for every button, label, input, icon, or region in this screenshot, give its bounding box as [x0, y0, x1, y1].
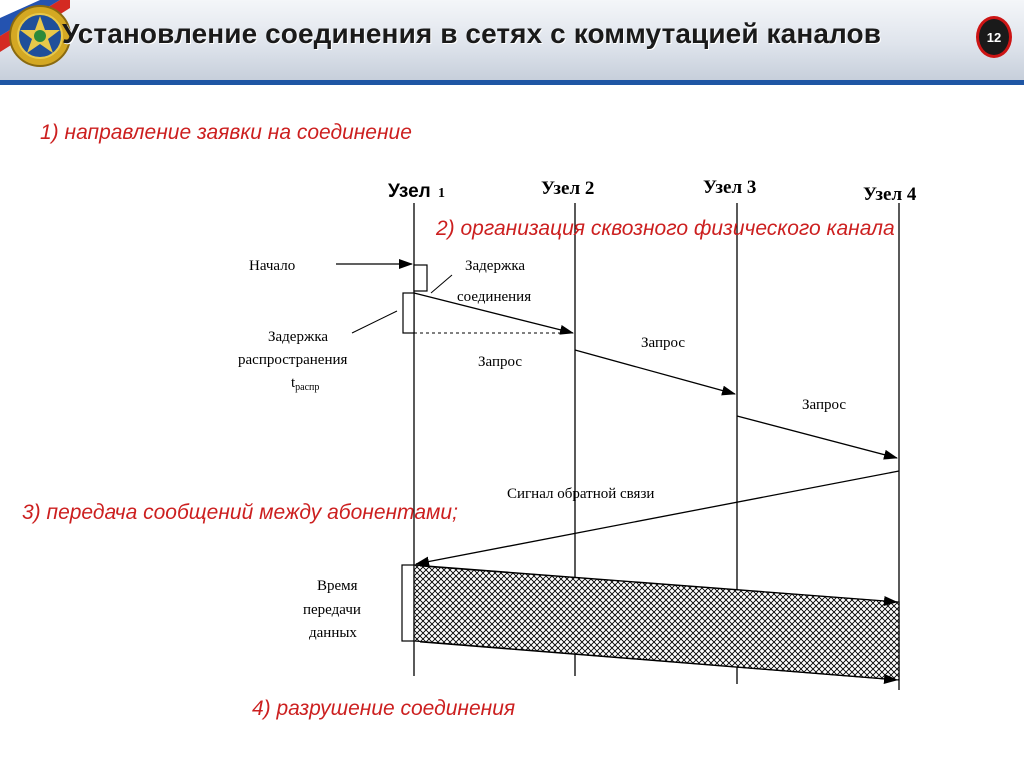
data-time-label-1: Время — [317, 578, 358, 594]
request-label-3: Запрос — [802, 397, 847, 413]
connection-delay-label-2: соединения — [457, 289, 532, 305]
data-time-label-3: данных — [309, 625, 357, 641]
propagation-delay-label-2: распространения — [238, 352, 348, 368]
propagation-delay-label-1: Задержка — [268, 329, 329, 345]
node-label-1: Узел 1 — [388, 181, 445, 202]
propagation-delay-leader — [352, 311, 397, 333]
step-3-text: 3) передача сообщений между абонентами; — [22, 501, 458, 524]
data-transfer-band — [414, 565, 899, 680]
request-arrow-2 — [575, 350, 735, 394]
node-label-4: Узел 4 — [863, 184, 917, 205]
data-time-box — [402, 565, 414, 641]
step-2-text: 2) организация сквозного физического канала — [436, 217, 895, 240]
connection-delay-box — [414, 265, 427, 291]
request-arrow-3 — [737, 416, 897, 458]
feedback-signal-arrow — [416, 471, 899, 564]
propagation-delay-box — [403, 293, 414, 333]
request-label-2: Запрос — [641, 335, 686, 351]
node-label-2: Узел 2 — [541, 178, 595, 199]
step-1-text: 1) направление заявки на соединение — [40, 121, 412, 144]
page-number: 12 — [986, 29, 1002, 45]
propagation-delay-symbol: $t_{распр}$ — [291, 375, 320, 393]
feedback-signal-label: Сигнал обратной связи — [507, 486, 655, 502]
slide-title: Установление соединения в сетях с коммутацией каналов — [62, 18, 882, 49]
node-label-3: Узел 3 — [703, 177, 757, 198]
connection-delay-leader — [431, 275, 452, 293]
data-time-label-2: передачи — [303, 602, 361, 618]
propagation-delay-subscript: распр — [295, 382, 320, 393]
request-label-1: Запрос — [478, 354, 523, 370]
start-label: Начало — [249, 258, 296, 274]
connection-delay-label-1: Задержка — [465, 258, 526, 274]
step-4-text: 4) разрушение соединения — [252, 697, 516, 720]
node-label-1-suffix: 1 — [437, 186, 445, 201]
